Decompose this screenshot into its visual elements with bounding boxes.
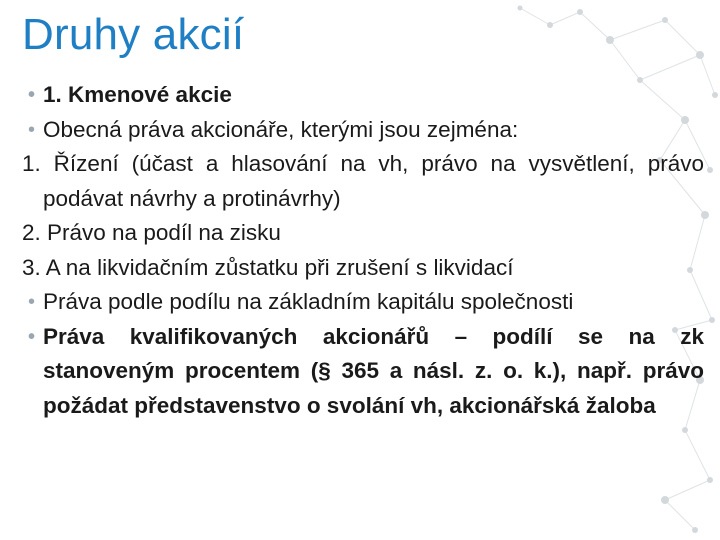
slide-title: Druhy akcií <box>22 10 245 59</box>
bullet-text: Práva kvalifikovaných akcionářů – podílí se na zk stanoveným procentem (§ 365 a násl. z. o. k.), např. právo požádat představenstvo o svolání vh, akcionářská žaloba <box>43 323 704 418</box>
numbered-text: 1. Řízení (účast a hlasování na vh, právo na vysvětlení, právo podávat návrhy a protinávrhy) <box>22 151 704 211</box>
bullet-item <box>22 320 704 424</box>
bullet-item <box>22 113 704 148</box>
bullet-text: 1. Kmenové akcie <box>43 82 232 107</box>
numbered-text: 3. A na likvidačním zůstatku při zrušení s likvidací <box>22 254 514 280</box>
bullet-text: Obecná práva akcionáře, kterými jsou zejména: <box>43 116 519 142</box>
bullet-item <box>22 285 704 320</box>
bullet-item <box>22 78 704 113</box>
bullet-dot-icon: • <box>28 291 36 313</box>
numbered-text: 2. Právo na podíl na zisku <box>22 220 281 245</box>
numbered-item <box>22 147 704 216</box>
numbered-item <box>22 251 704 286</box>
numbered-item <box>22 216 704 251</box>
bullet-text: Práva podle podílu na základním kapitálu společnosti <box>43 289 574 314</box>
bullet-dot-icon: • <box>28 325 36 348</box>
bullet-dot-icon: • <box>28 84 36 106</box>
bullet-dot-icon: • <box>28 118 36 141</box>
slide-body <box>22 78 704 423</box>
